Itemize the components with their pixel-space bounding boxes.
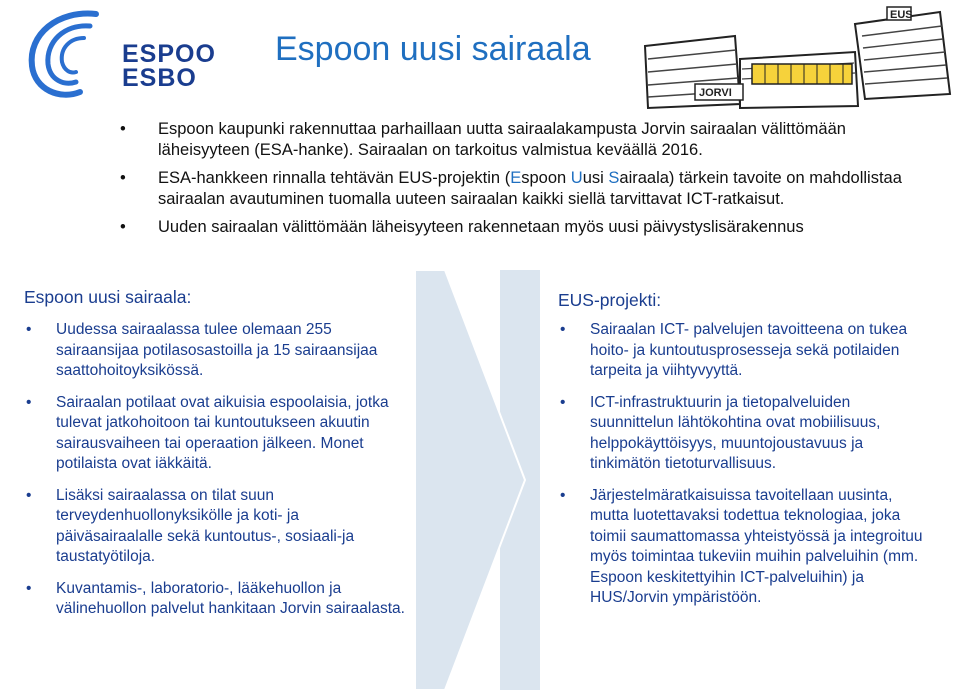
intro-bullet-3: • Uuden sairaalan välittömään läheisyyteen rakennetaan myös uusi päivystyslisärakennus <box>120 217 910 238</box>
logo-line-esbo: ESBO <box>122 64 197 92</box>
logo-line-espoo: ESPOO <box>122 40 216 68</box>
sign-eus: EUS <box>890 9 913 21</box>
page-title: Espoon uusi sairaala <box>275 30 591 68</box>
right-bullet-list <box>558 320 933 620</box>
intro-bullet-2: • ESA-hankkeen rinnalla tehtävän EUS-projektin (Espoon Uusi Sairaala) tärkein tavoite on mahdollistaa sairaalan avautuminen tuomalla uuteen sairaalan kaikki siellä tarvittavat ICT-ratkaisut. <box>120 168 910 210</box>
right-item-3: • Järjestelmäratkaisuissa tavoitellaan uusinta, mutta luotettavaksi todettua teknologiaa, joka toimii saumattomassa yhteistyössä ja integroituu myös toimintaa tukeviin muihin palveluihin (mm. Espoon keskitettyihin ICT-palveluihin) ja HUS/Jorvin ympäristöön. <box>558 486 933 609</box>
sign-jorvi: JORVI <box>699 87 732 99</box>
right-item-1: • Sairaalan ICT- palvelujen tavoitteena on tukea hoito- ja kuntoutusprosesseja sekä potilaiden tarpeita ja viihtyvyyttä. <box>558 320 933 382</box>
espoo-logo <box>18 4 216 104</box>
chevron-arrow-icon <box>415 270 565 690</box>
intro-bullet-list <box>120 119 910 245</box>
intro-bullet-1: • Espoon kaupunki rakennuttaa parhaillaan uutta sairaalakampusta Jorvin sairaalan välittömään läheisyyteen (ESA-hanke). Sairaalan on tarkoitus valmistua keväällä 2016. <box>120 119 910 161</box>
hospital-illustration-icon <box>640 4 955 114</box>
left-item-3: • Lisäksi sairaalassa on tilat suun terveydenhuollonyksikölle ja koti- ja päiväsairaalalle sekä kuntoutus-, sosiaali-ja taustatyötiloja. <box>24 486 406 568</box>
left-bullet-list <box>24 320 406 631</box>
left-item-4: • Kuvantamis-, laboratorio-, lääkehuollon ja välinehuollon palvelut hankitaan Jorvin sairaalasta. <box>24 579 406 620</box>
left-section-title: Espoon uusi sairaala: <box>24 287 192 307</box>
left-item-1: • Uudessa sairaalassa tulee olemaan 255 sairaansijaa potilasosastoilla ja 15 sairaansijaa saattohoitoyksikössä. <box>24 320 406 382</box>
espoo-wave-logo-icon <box>18 4 128 104</box>
logo-wordmark <box>122 42 216 90</box>
left-item-2: • Sairaalan potilaat ovat aikuisia espoolaisia, jotka tulevat jatkohoitoon tai kuntoutukseen akuutin sairausvaiheen tai operaation jälkeen. Monet potilaista ovat iäkkäitä. <box>24 393 406 475</box>
right-item-2: • ICT-infrastruktuurin ja tietopalveluiden suunnittelun lähtökohtina ovat mobiilisuus, helppokäyttöisyys, muuntojoustavuus ja tinkimätön tietoturvallisuus. <box>558 393 933 475</box>
right-section-title: EUS-projekti: <box>558 290 662 310</box>
